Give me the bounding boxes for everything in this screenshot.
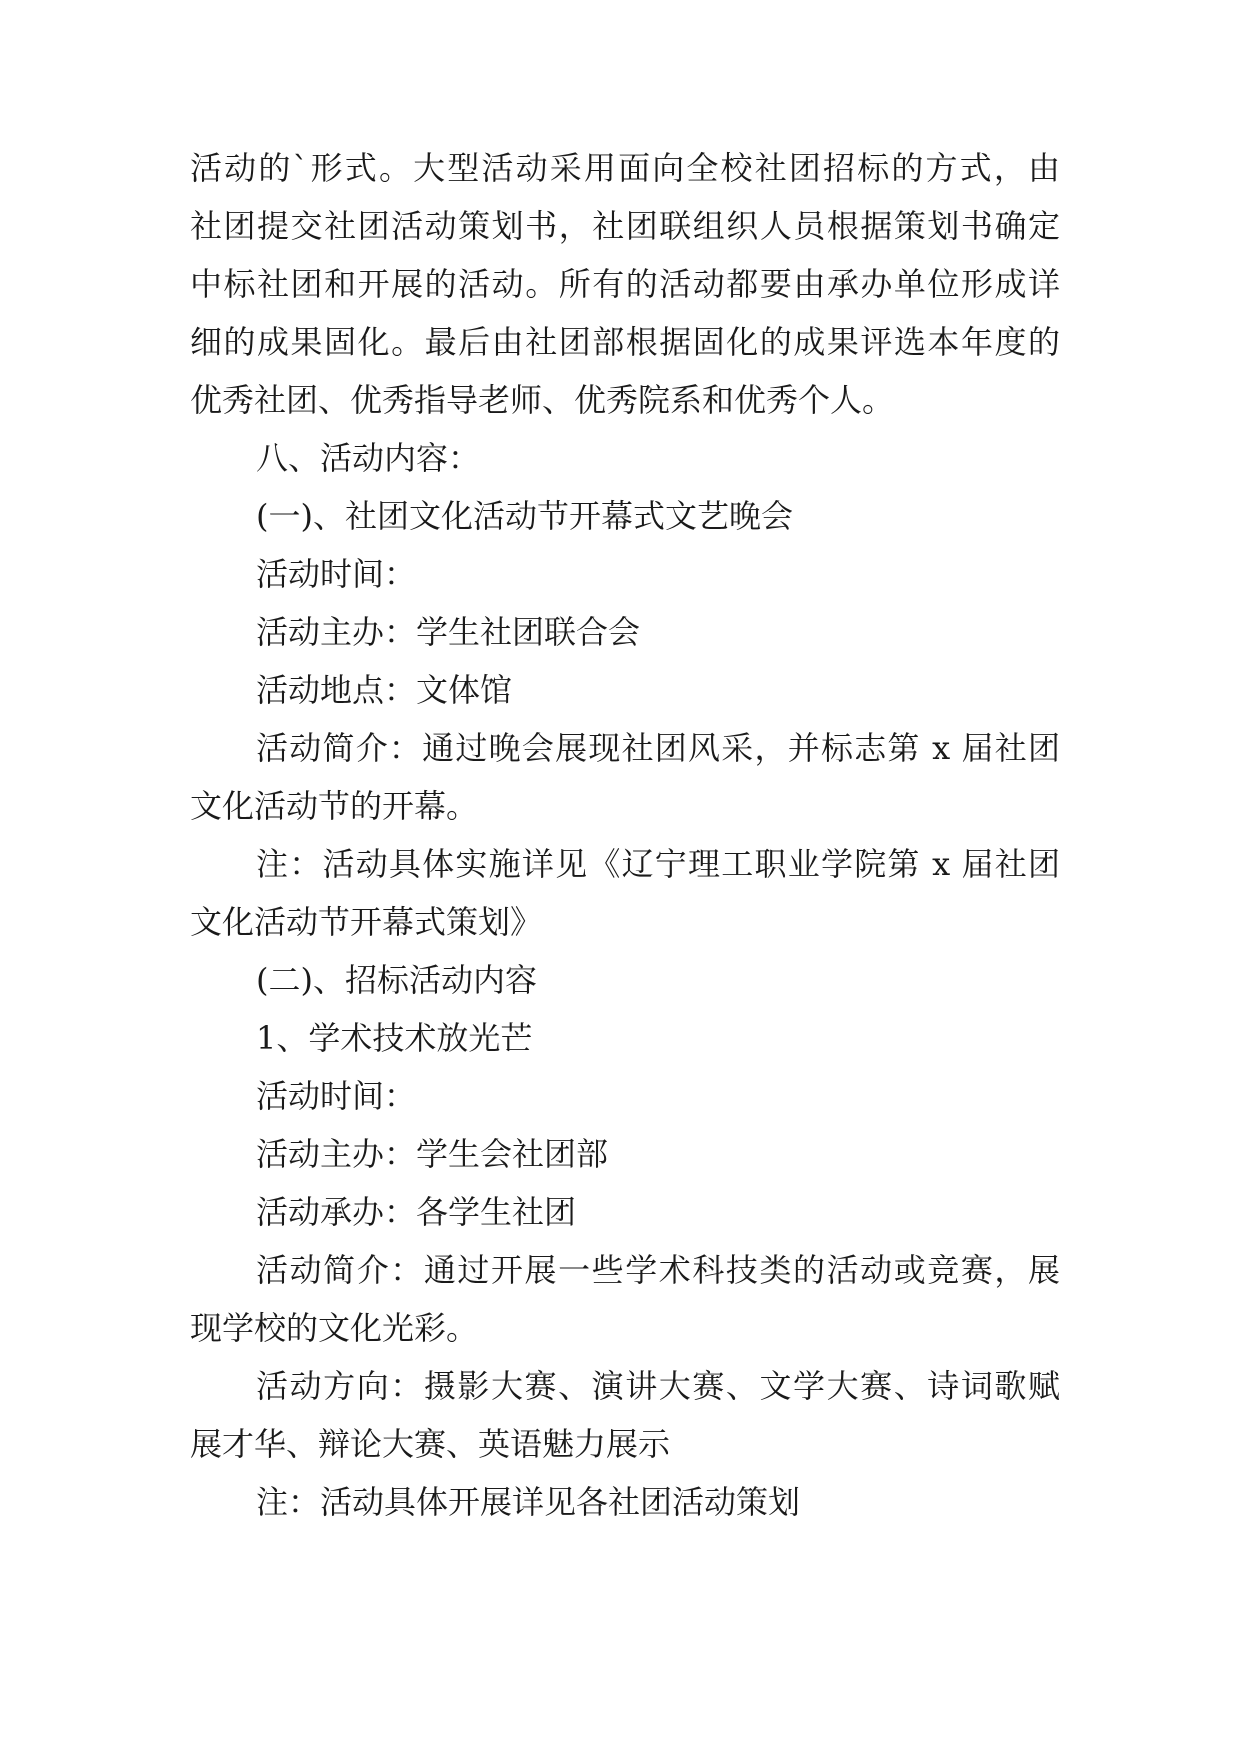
- item-heading: 1、学术技术放光芒: [256, 1019, 533, 1057]
- text-line: 活动承办：各学生社团: [256, 1193, 577, 1231]
- text-line: 中标社团和开展的活动。所有的活动都要由承办单位形成详: [190, 265, 1060, 303]
- text-line: 现学校的文化光彩。: [190, 1309, 479, 1347]
- text-line: 活动时间：: [256, 1077, 417, 1115]
- text-line: 活动时间：: [256, 555, 417, 593]
- text-line: 细的成果固化。最后由社团部根据固化的成果评选本年度的: [190, 323, 1060, 361]
- text-line: 活动主办：学生会社团部: [256, 1135, 609, 1173]
- subsection-heading: (二)、招标活动内容: [256, 961, 537, 999]
- text-line: 展才华、辩论大赛、英语魅力展示: [190, 1425, 671, 1463]
- text-line: 活动简介：通过晚会展现社团风采，并标志第 x 届社团: [256, 729, 1060, 767]
- text-line: 文化活动节开幕式策划》: [190, 903, 543, 941]
- text-line: 社团提交社团活动策划书，社团联组织人员根据策划书确定: [190, 207, 1060, 245]
- text-line: 活动地点：文体馆: [256, 671, 513, 709]
- text-line: 文化活动节的开幕。: [190, 787, 479, 825]
- subsection-heading: (一)、社团文化活动节开幕式文艺晚会: [256, 497, 793, 535]
- section-heading: 八、活动内容：: [256, 439, 481, 477]
- text-line: 注：活动具体实施详见《辽宁理工职业学院第 x 届社团: [256, 845, 1060, 883]
- text-line: 活动方向：摄影大赛、演讲大赛、文学大赛、诗词歌赋: [256, 1367, 1060, 1405]
- text-line: 注：活动具体开展详见各社团活动策划: [256, 1483, 801, 1521]
- text-line: 优秀社团、优秀指导老师、优秀院系和优秀个人。: [190, 381, 895, 419]
- text-line: 活动主办：学生社团联合会: [256, 613, 641, 651]
- text-line: 活动的`形式。大型活动采用面向全校社团招标的方式，由: [190, 149, 1060, 187]
- text-line: 活动简介：通过开展一些学术科技类的活动或竞赛，展: [256, 1251, 1060, 1289]
